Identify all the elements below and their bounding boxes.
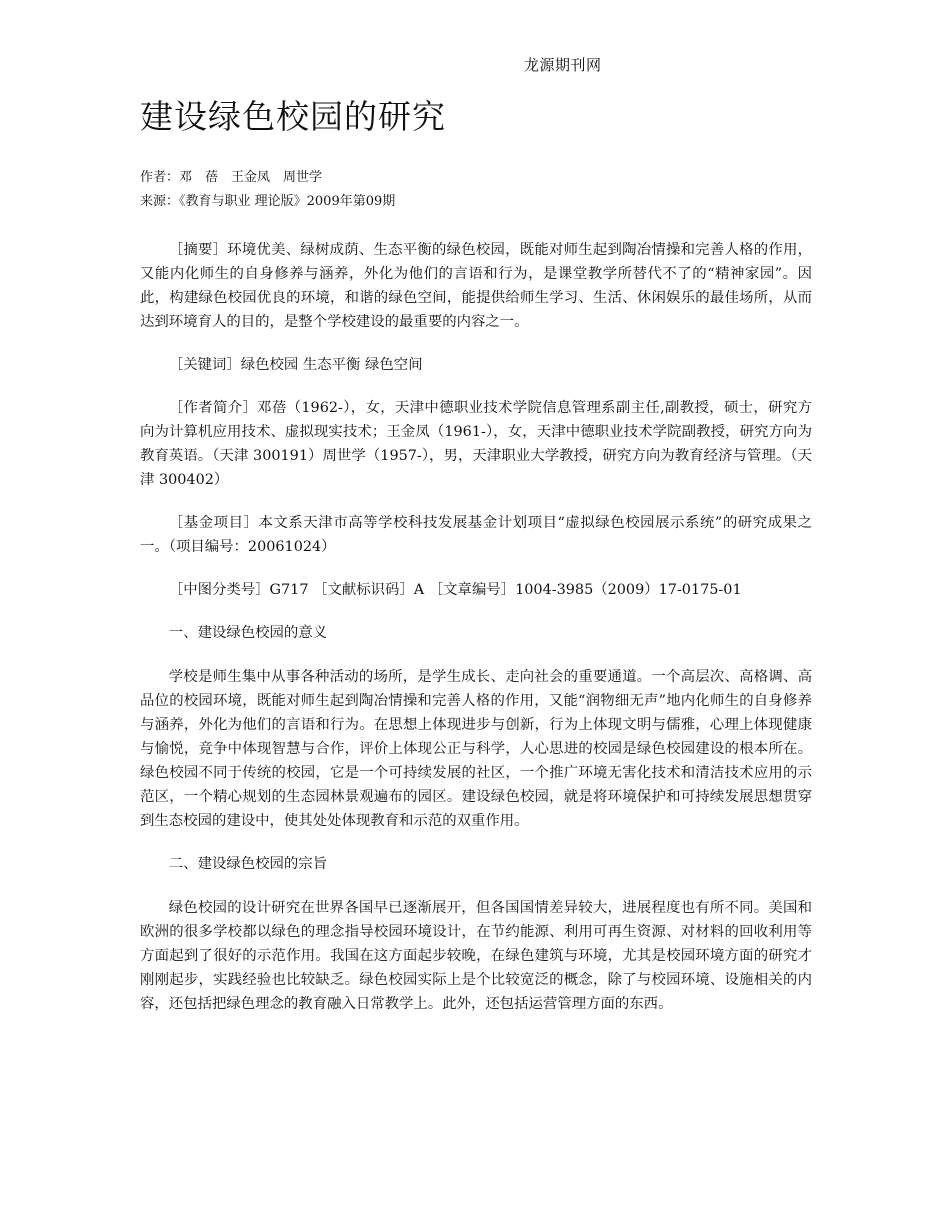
article-title: 建设绿色校园的研究 xyxy=(140,97,446,136)
authors-line: 作者：邓 蓓 王金凤 周世学 xyxy=(140,170,323,185)
keywords-paragraph: ［关键词］绿色校园 生态平衡 绿色空间 xyxy=(168,357,423,373)
article-body xyxy=(140,238,812,1035)
abstract-paragraph: ［摘要］环境优美、绿树成荫、生态平衡的绿色校园，既能对师生起到陶冶情操和完善人格的作用，又能内化师生的自身修养与涵养，外化为他们的言语和行为，是课堂教学所替代不了的“精神家园”。因此，构建绿色校园优良的环境，和谐的绿色空间，能提供给师生学习、生活、休闲娱乐的最佳场所，从而达到环境育人的目的，是整个学校建设的最重要的内容之一。 xyxy=(140,242,812,330)
funding-paragraph: ［基金项目］本文系天津市高等学校科技发展基金计划项目“虚拟绿色校园展示系统”的研究成果之一。（项目编号：20061024） xyxy=(140,515,812,555)
section-heading-2: 二、建设绿色校园的宗旨 xyxy=(168,856,328,872)
classification-paragraph: ［中图分类号］G717 ［文献标识码］A ［文章编号］1004-3985（2009）17-0175-01 xyxy=(168,582,742,598)
site-name: 龙源期刊网 xyxy=(524,56,602,74)
section-heading-1: 一、建设绿色校园的意义 xyxy=(168,625,328,641)
author-bio-paragraph: ［作者简介］邓蓓（1962-），女，天津中德职业技术学院信息管理系副主任,副教授，硕士，研究方向为计算机应用技术、虚拟现实技术；王金凤（1961-），女，天津中德职业技术学院副教授，研究方向为教育英语。（天津 300191）周世学（1957-），男，天津职业大学教授，研究方向为教育经济与管理。（天津 300402） xyxy=(140,400,812,488)
section-1-paragraph: 学校是师生集中从事各种活动的场所，是学生成长、走向社会的重要通道。一个高层次、高格调、高品位的校园环境，既能对师生起到陶冶情操和完善人格的作用，又能“润物细无声”地内化师生的自身修养与涵养，外化为他们的言语和行为。在思想上体现进步与创新，行为上体现文明与儒雅，心理上体现健康与愉悦，竞争中体现智慧与合作，评价上体现公正与科学，人心思进的校园是绿色校园建设的根本所在。绿色校园不同于传统的校园，它是一个可持续发展的社区，一个推广环境无害化技术和清洁技术应用的示范区，一个精心规划的生态园林景观遍布的园区。建设绿色校园，就是将环境保护和可持续发展思想贯穿到生态校园的建设中，使其处处体现教育和示范的双重作用。 xyxy=(140,669,812,829)
source-line: 来源：《教育与职业 理论版》2009年第09期 xyxy=(140,194,396,209)
section-2-paragraph: 绿色校园的设计研究在世界各国早已逐渐展开，但各国国情差异较大，进展程度也有所不同。美国和欧洲的很多学校都以绿色的理念指导校园环境设计，在节约能源、利用可再生资源、对材料的回收利用等方面起到了很好的示范作用。我国在这方面起步较晚，在绿色建筑与环境，尤其是校园环境方面的研究才刚刚起步，实践经验也比较缺乏。绿色校园实际上是个比较宽泛的概念，除了与校园环境、设施相关的内容，还包括把绿色理念的教育融入日常教学上。此外，还包括运营管理方面的东西。 xyxy=(140,900,812,1012)
article-meta xyxy=(140,166,395,214)
